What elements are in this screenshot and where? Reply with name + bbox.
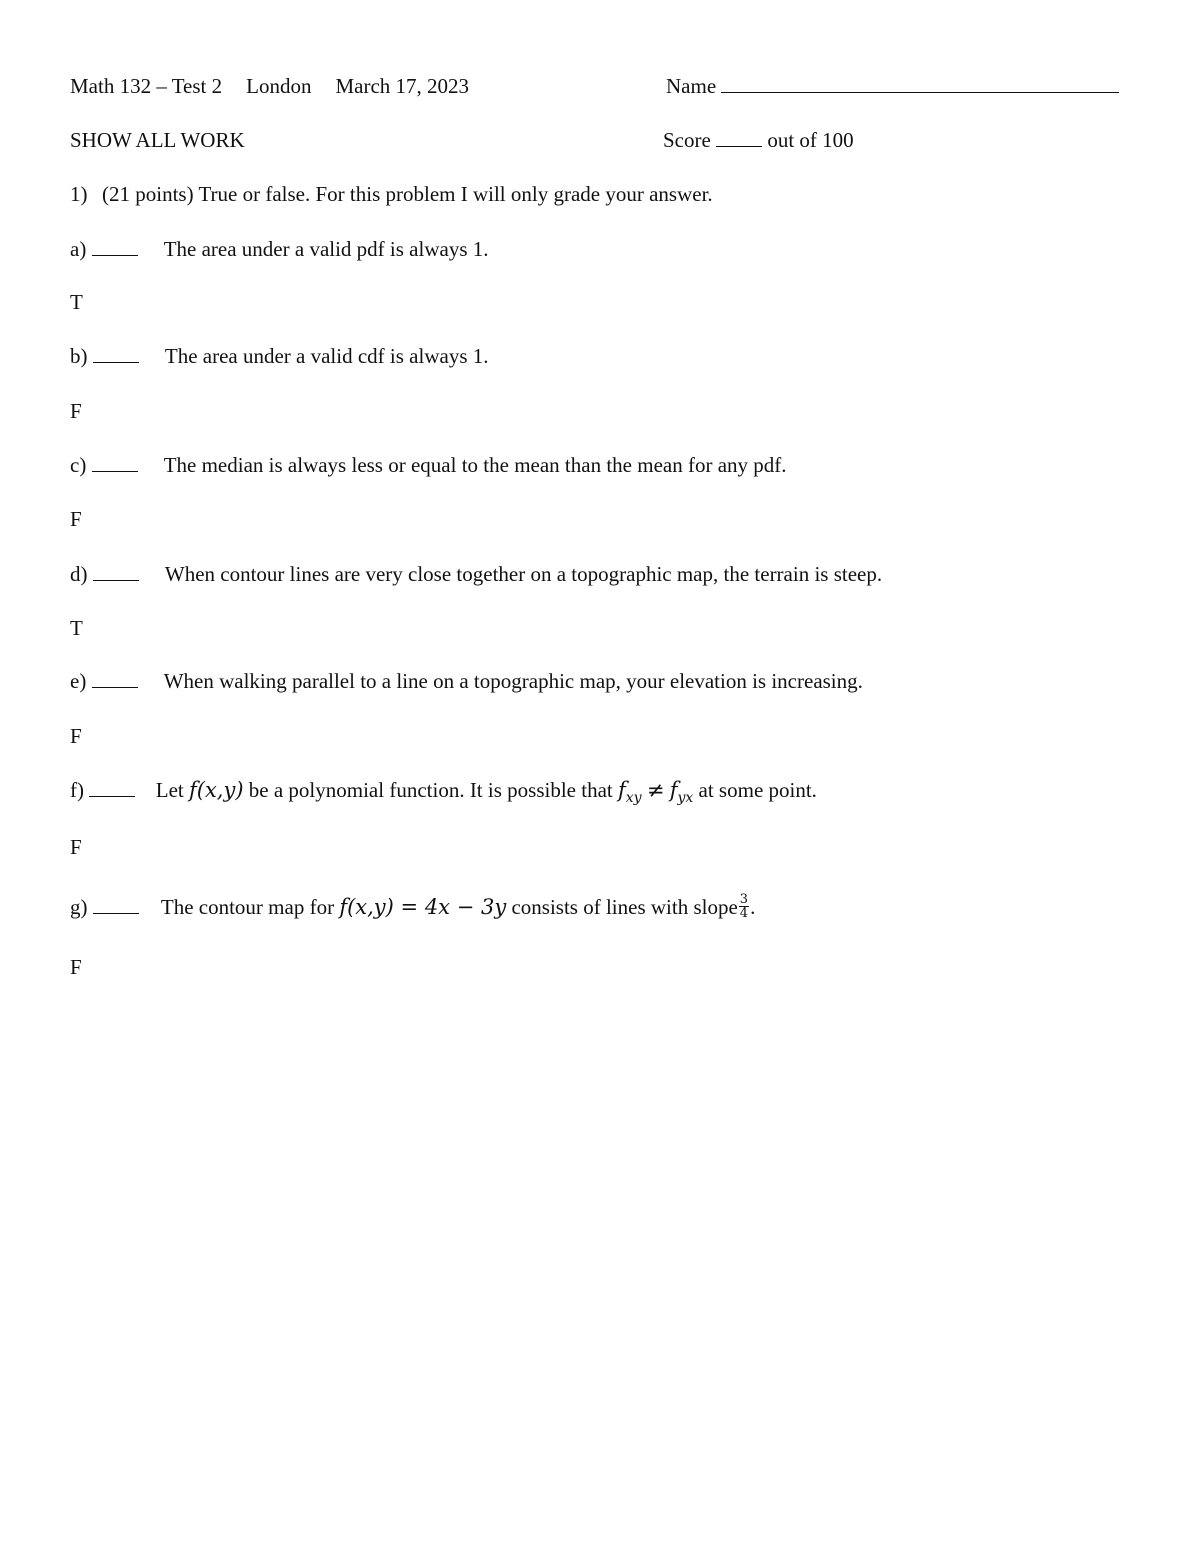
question-text-mid: consists of lines with slope <box>511 895 738 919</box>
answer-blank <box>89 778 135 797</box>
answer-blank <box>92 237 138 256</box>
question-e <box>70 669 863 693</box>
question-letter: b) <box>70 344 88 368</box>
math-function: f(x,y) <box>188 778 244 802</box>
question-letter: d) <box>70 562 88 586</box>
course-title: Math 132 – Test 2 <box>70 74 223 98</box>
question-text: The area under a valid pdf is always 1. <box>163 237 489 261</box>
question-b <box>70 344 489 368</box>
score-suffix: out of 100 <box>767 128 854 152</box>
fraction-denominator: 4 <box>739 905 749 921</box>
question-text-post: . <box>750 895 756 919</box>
slope-fraction <box>739 893 749 920</box>
question-d <box>70 562 882 586</box>
answer-blank <box>93 562 139 581</box>
answer-e: F <box>70 724 82 748</box>
math-fyx: $f_{yx}$ <box>669 778 694 806</box>
answer-blank <box>93 344 139 363</box>
question-text: The median is always less or equal to the mean than the mean for any pdf. <box>163 453 787 477</box>
answer-b: F <box>70 399 82 423</box>
score-blank <box>716 128 762 147</box>
math-neq: ≠ <box>646 778 665 802</box>
question-c <box>70 453 787 477</box>
question-letter: e) <box>70 669 87 693</box>
problem-text: (21 points) True or false. For this problem I will only grade your answer. <box>102 182 713 206</box>
test-location: London <box>246 74 312 98</box>
name-label: Name <box>666 74 717 98</box>
show-work-line <box>70 128 245 152</box>
answer-d: T <box>70 616 83 640</box>
fraction-numerator: 3 <box>739 891 749 907</box>
question-text-post: at some point. <box>698 778 817 802</box>
answer-f: F <box>70 835 82 859</box>
answer-c: F <box>70 507 82 531</box>
question-text: When walking parallel to a line on a topographic map, your elevation is increasing. <box>163 669 863 693</box>
question-text-pre: The contour map for <box>160 895 335 919</box>
question-a <box>70 237 489 261</box>
name-blank <box>721 74 1119 93</box>
question-letter: g) <box>70 895 88 919</box>
question-text: The area under a valid cdf is always 1. <box>164 344 489 368</box>
score-field <box>663 128 854 152</box>
question-text: When contour lines are very close together on a topographic map, the terrain is steep. <box>164 562 883 586</box>
answer-blank <box>92 453 138 472</box>
problem-intro <box>70 182 713 206</box>
problem-number: 1) <box>70 182 88 206</box>
question-text-mid: be a polynomial function. It is possible that <box>248 778 613 802</box>
math-function: f(x,y) = 4x − 3y <box>339 895 507 919</box>
question-f <box>70 778 817 806</box>
show-work-label: SHOW ALL WORK <box>70 128 245 152</box>
question-text-pre: Let <box>155 778 184 802</box>
math-fxy: $f_{xy}$ <box>617 778 642 806</box>
answer-g: F <box>70 955 82 979</box>
question-letter: c) <box>70 453 87 477</box>
answer-blank <box>93 895 139 914</box>
test-date: March 17, 2023 <box>335 74 470 98</box>
answer-blank <box>92 669 138 688</box>
question-g <box>70 891 756 923</box>
answer-a: T <box>70 290 83 314</box>
name-field <box>666 74 1119 98</box>
question-letter: f) <box>70 778 84 802</box>
score-label: Score <box>663 128 711 152</box>
header-row-1 <box>70 74 469 98</box>
question-letter: a) <box>70 237 87 261</box>
